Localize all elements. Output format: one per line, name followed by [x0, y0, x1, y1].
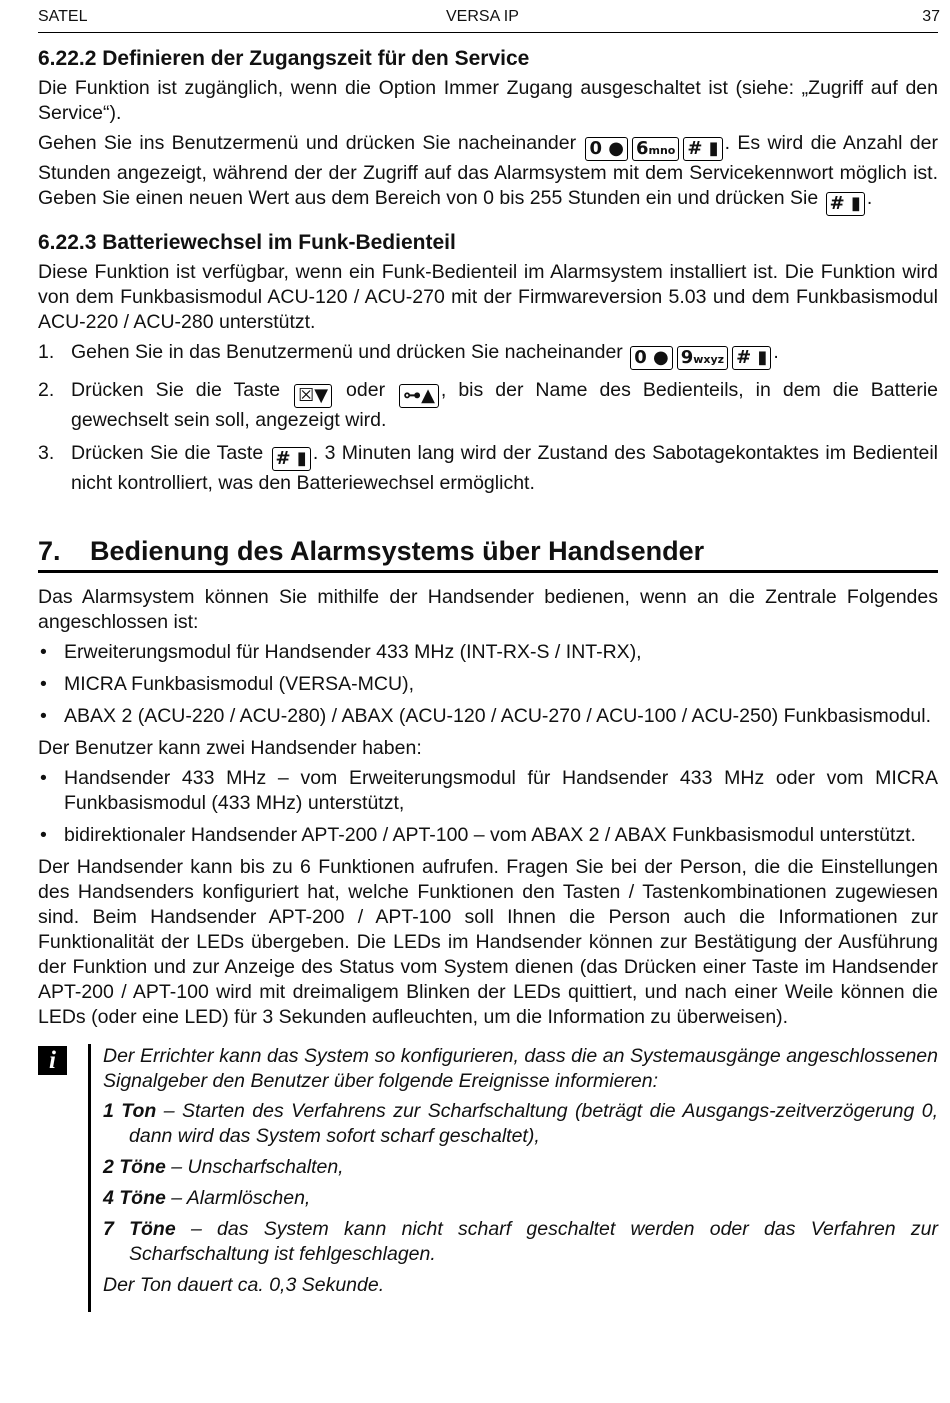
list-item [38, 378, 938, 433]
text: – das System kann nicht scharf geschaltet werden oder das Verfahren zur Scharfschaltung ist fehlgeschlagen. [129, 1218, 938, 1265]
note-item [103, 1217, 938, 1267]
step-number: 2. [38, 379, 55, 401]
note-item [103, 1186, 938, 1211]
text: Gehen Sie in das Benutzermenü und drücken Sie nacheinander [71, 341, 623, 363]
chapter-heading: Bedienung des Alarmsystems über Handsender [90, 536, 705, 566]
note-intro: Der Errichter kann das System so konfigurieren, dass die an Systemausgänge angeschlossenen Signalgeber den Benutzer über folgende Ereignisse informieren: [103, 1045, 938, 1092]
key-digit: 6 [635, 138, 649, 159]
page-number: 37 [922, 8, 940, 25]
list-item [38, 340, 938, 370]
tone-count: 2 Töne [103, 1156, 166, 1178]
paragraph: Diese Funktion ist verfügbar, wenn ein Funk-Bedienteil im Alarmsystem installiert ist. Die Funktion wird von dem Funkbasismodul ACU-120 / ACU-270 mit der Firmwareversion 5.03 und dem Funkbasismodul ACU-220 / ACU-280 unterstützt. [38, 261, 938, 333]
note-item [103, 1099, 938, 1149]
section-title-service-time: 6.22.2 Definieren der Zugangszeit für den Service [38, 47, 530, 70]
key-9-icon [677, 346, 728, 370]
header-product: VERSA IP [446, 8, 519, 25]
text: . [773, 341, 779, 363]
text: – Starten des Verfahrens zur Scharfschaltung (beträgt die Ausgangs-zeitverzögerung 0, dann wird das System sofort scharf geschaltet), [129, 1100, 938, 1147]
list-item: • bidirektionaler Handsender APT-200 / APT-100 – vom ABAX 2 / ABAX Funkbasismodul unterstützt. [38, 823, 938, 848]
paragraph: Das Alarmsystem können Sie mithilfe der Handsender bedienen, wenn an die Zentrale Folgendes angeschlossen ist: [38, 586, 938, 633]
note-item [103, 1155, 938, 1180]
document-page [38, 0, 938, 1303]
text: . 3 Minuten lang wird der Zustand des Sabotagekontaktes im Bedienteil nicht kontrolliert, was den Batteriewechsel ermöglicht. [71, 442, 938, 494]
tone-count: 1 Ton [103, 1100, 157, 1122]
key-arrow-down-icon: ☒▼ [294, 384, 332, 408]
list-item: • Handsender 433 MHz – vom Erweiterungsmodul für Handsender 433 MHz oder vom MICRA Funkbasismodul (433 MHz) unterstützt, [38, 766, 938, 816]
step-number: 1. [38, 341, 55, 363]
list-item [38, 441, 938, 496]
paragraph: Der Benutzer kann zwei Handsender haben: [38, 737, 422, 759]
key-arrow-up-icon: ⊶▲ [399, 384, 439, 408]
steps-list [38, 340, 938, 496]
key-hash-icon: # ▮ [272, 447, 311, 471]
text: Drücken Sie die Taste [71, 442, 264, 464]
text: – Alarmlöschen, [165, 1187, 311, 1209]
tone-count: 7 Töne [103, 1218, 176, 1240]
section-title-battery: 6.22.3 Batteriewechsel im Funk-Bedienteil [38, 231, 456, 254]
info-icon: i [38, 1046, 67, 1075]
list-item: • MICRA Funkbasismodul (VERSA-MCU), [38, 672, 938, 697]
bullet-list [38, 640, 938, 729]
text: oder [346, 379, 386, 401]
chapter-number: 7. [38, 536, 61, 566]
text: . [866, 187, 873, 209]
key-digit: 9 [680, 347, 694, 368]
text: – Unscharfschalten, [165, 1156, 344, 1178]
key-hash-icon: # ▮ [826, 192, 865, 216]
info-note [38, 1044, 938, 1298]
tone-count: 4 Töne [103, 1187, 166, 1209]
list-item: • ABAX 2 (ACU-220 / ACU-280) / ABAX (ACU-120 / ACU-270 / ACU-100 / ACU-250) Funkbasismodul. [38, 704, 938, 729]
note-bar [88, 1044, 91, 1312]
text: . Es wird die Anzahl der Stunden angezeigt, während der der Zugriff auf das Alarmsystem mit dem Servicekennwort möglich ist. Geben Sie einen neuen Wert aus dem Bereich von 0 bis 255 Stunden ein und drücken Sie [38, 132, 938, 209]
note-outro: Der Ton dauert ca. 0,3 Sekunde. [103, 1274, 385, 1296]
chapter-title [38, 534, 938, 573]
key-0-icon: 0 ● [630, 346, 673, 370]
list-item: • Erweiterungsmodul für Handsender 433 MHz (INT-RX-S / INT-RX), [38, 640, 938, 665]
key-6-icon [632, 137, 679, 161]
paragraph [38, 131, 938, 216]
text: Drücken Sie die Taste [71, 379, 281, 401]
key-letters: mno [648, 144, 676, 157]
bullet-list [38, 766, 938, 848]
step-number: 3. [38, 442, 55, 464]
text: Gehen Sie ins Benutzermenü und drücken Sie nacheinander [38, 132, 577, 154]
key-hash-icon: # ▮ [683, 137, 722, 161]
key-hash-icon: # ▮ [732, 346, 771, 370]
text: , bis der Name des Bedienteils, in dem die Batterie gewechselt sein soll, angezeigt wird. [71, 379, 938, 431]
page-header [38, 4, 938, 33]
paragraph: Die Funktion ist zugänglich, wenn die Option Immer Zugang ausgeschaltet ist (siehe: „Zugriff auf den Service“). [38, 77, 938, 124]
key-letters: wxyz [693, 353, 725, 366]
key-0-icon: 0 ● [585, 137, 628, 161]
paragraph: Der Handsender kann bis zu 6 Funktionen aufrufen. Fragen Sie bei der Person, die die Einstellungen des Handsenders konfiguriert hat, welche Funktionen den Tasten / Tastenkombinationen zugewiesen sind. Beim Handsender APT-200 / APT-100 soll Ihnen die Person auch die Informationen zur Funktionalität der LEDs übergeben. Die LEDs im Handsender können zur Bestätigung der Ausführung der Funktion und zur Anzeige des Status vom System dienen (das Drücken einer Taste im Handsender APT-200 / APT-100 wird mit dreimaligem Blinken der LEDs quittiert, und nach einer Weile können die LEDs (oder eine LED) für 3 Sekunden aufleuchten, um die Information zu überweisen). [38, 856, 938, 1028]
header-brand: SATEL [38, 8, 88, 25]
